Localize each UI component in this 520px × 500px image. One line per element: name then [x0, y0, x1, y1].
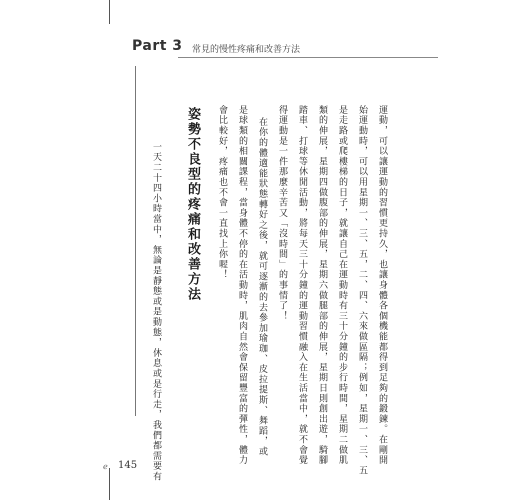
- part-label: Part 3: [132, 38, 183, 54]
- text-column: 會比較好，疼痛也不會一直找上你喔！: [217, 105, 227, 281]
- text-column: 始運動時，可以用星期一、三、五，二、四、六來做區隔；例如，星期一、三、五: [357, 105, 367, 476]
- side-rule: [135, 66, 136, 416]
- section-heading: 姿勢不良型的疼痛和改善方法: [185, 107, 200, 302]
- top-margin-rule: [109, 0, 110, 24]
- text-column: 類的伸展，星期四做腹部的伸展，星期六做腿部的伸展，星期日則創出遊，騎腳: [317, 105, 327, 466]
- text-column: 在你的體適能狀態轉好之後，就可逐漸的去參加瑜珈、皮拉提斯、舞蹈，或: [257, 117, 267, 457]
- chapter-title: 常見的慢性疼痛和改善方法: [192, 45, 301, 55]
- text-column: 是球類的相關課程，當身體不停的在活動時，肌肉自然會保留豐富的彈性，體力: [237, 105, 247, 466]
- header-rule: [178, 57, 438, 58]
- bottom-margin-rule: [109, 468, 110, 500]
- text-column: 是走路或爬樓梯的日子，就讓自己在運動時有三十分鐘的步行時間，星期二做肌: [337, 105, 347, 466]
- text-column: 踏車、打球等休閒活動，將每天三十分鐘的運動習慣融入在生活當中，就不會覺: [297, 105, 307, 466]
- text-column: 一天二十四小時當中，無論是靜態或是動態，休息或是行走，我們都需要有: [151, 142, 161, 482]
- page-ornament: ℯ: [103, 462, 108, 471]
- page-number: 145: [118, 460, 138, 471]
- text-column: 得運動是一件那麼辛苦又「沒時間」的事情了！: [277, 105, 287, 322]
- text-column: 運動，可以讓運動的習慣更持久，也讓身體各個機能都得到足夠的鍛鍊。在剛開: [377, 105, 387, 466]
